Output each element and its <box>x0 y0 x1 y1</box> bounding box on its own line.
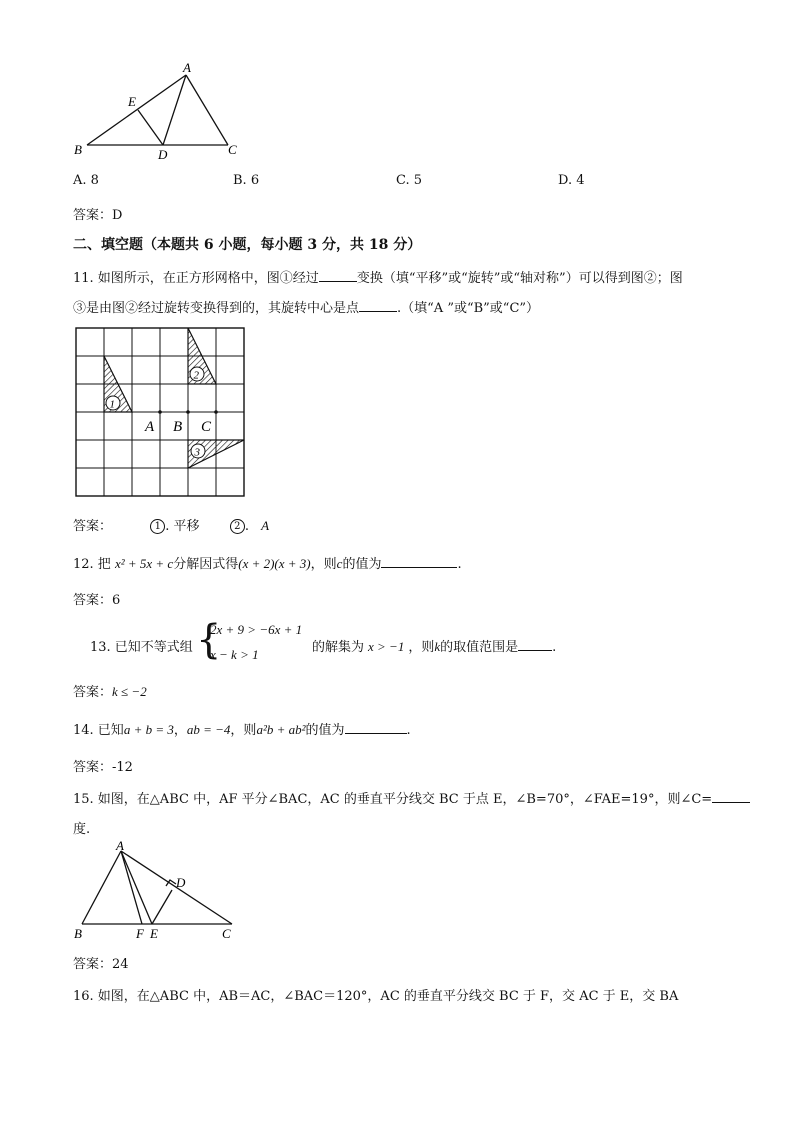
answer-circle-1: 1 <box>150 519 165 534</box>
option-d: D. 4 <box>558 173 585 188</box>
label-b: B <box>74 926 82 941</box>
q16-line1: 16. 如图，在△ABC 中，AB＝AC，∠BAC＝120°，AC 的垂直平分线交 BC 于 F，交 AC 于 E，交 BA <box>73 989 679 1004</box>
circle-num-2: 2 <box>193 369 199 382</box>
option-a: A. 8 <box>73 173 99 188</box>
label-c: C <box>228 142 237 157</box>
label-e: E <box>128 94 136 109</box>
q12-line: 12. 把 x² + 5x + c分解因式得(x + 2)(x + 3)，则c的值为 . <box>73 556 462 572</box>
label-f: F <box>136 926 144 941</box>
circle-num-3: 3 <box>194 446 200 459</box>
label-d: D <box>176 875 186 890</box>
q13-ineq2: x − k > 1 <box>210 647 259 662</box>
circle-num-1: 1 <box>109 398 115 411</box>
triangle-figure-q10 <box>60 58 260 168</box>
answer-circle-2: 2 <box>230 519 245 534</box>
option-b: B. 6 <box>233 173 260 188</box>
option-c: C. 5 <box>396 173 423 188</box>
grid-label-a: A <box>145 419 155 435</box>
grid-label-c: C <box>201 419 212 435</box>
triangle-figure-q15 <box>72 838 242 944</box>
label-a: A <box>183 60 191 75</box>
answer-q10: 答案：D <box>73 208 123 223</box>
label-d: D <box>158 147 168 162</box>
label-a: A <box>116 838 124 853</box>
label-b: B <box>74 142 82 157</box>
q15-line1: 15. 如图，在△ABC 中，AF 平分∠BAC，AC 的垂直平分线交 BC 于点 E，∠B=70°，∠FAE=19°，则∠C= <box>73 788 750 807</box>
q14-line: 14. 已知a + b = 3，ab = −4，则a²b + ab²的值为 . <box>73 722 411 738</box>
q13-tail: 的解集为 x > −1 ，则k的取值范围是 . <box>312 639 557 655</box>
q13-prefix: 13. 已知不等式组 <box>90 640 193 655</box>
label-c: C <box>222 926 231 941</box>
grid-figure-q11 <box>75 327 247 500</box>
answer-q13: 答案：k ≤ −2 <box>73 684 147 700</box>
q13-ineq1: 2x + 9 > −6x + 1 <box>210 622 303 637</box>
answer-q14: 答案：-12 <box>73 760 133 775</box>
label-e: E <box>150 926 158 941</box>
q15-line2: 度. <box>73 822 91 837</box>
section-title: 二、填空题（本题共 6 小题，每小题 3 分，共 18 分） <box>73 237 422 253</box>
answer-q12: 答案：6 <box>73 593 121 608</box>
answer-q15: 答案：24 <box>73 957 129 972</box>
q11-line2: ③是由图②经过旋转变换得到的，其旋转中心是点 .（填“A ”或“B”或“C”） <box>73 301 540 316</box>
answer-q11: 答案： 1 . 平移 2 . A <box>73 518 270 534</box>
q11-line1: 11. 如图所示，在正方形网格中，图①经过 变换（填“平移”或“旋转”或“轴对称”）可以得到图②；图 <box>73 271 683 286</box>
grid-label-b: B <box>173 419 183 435</box>
